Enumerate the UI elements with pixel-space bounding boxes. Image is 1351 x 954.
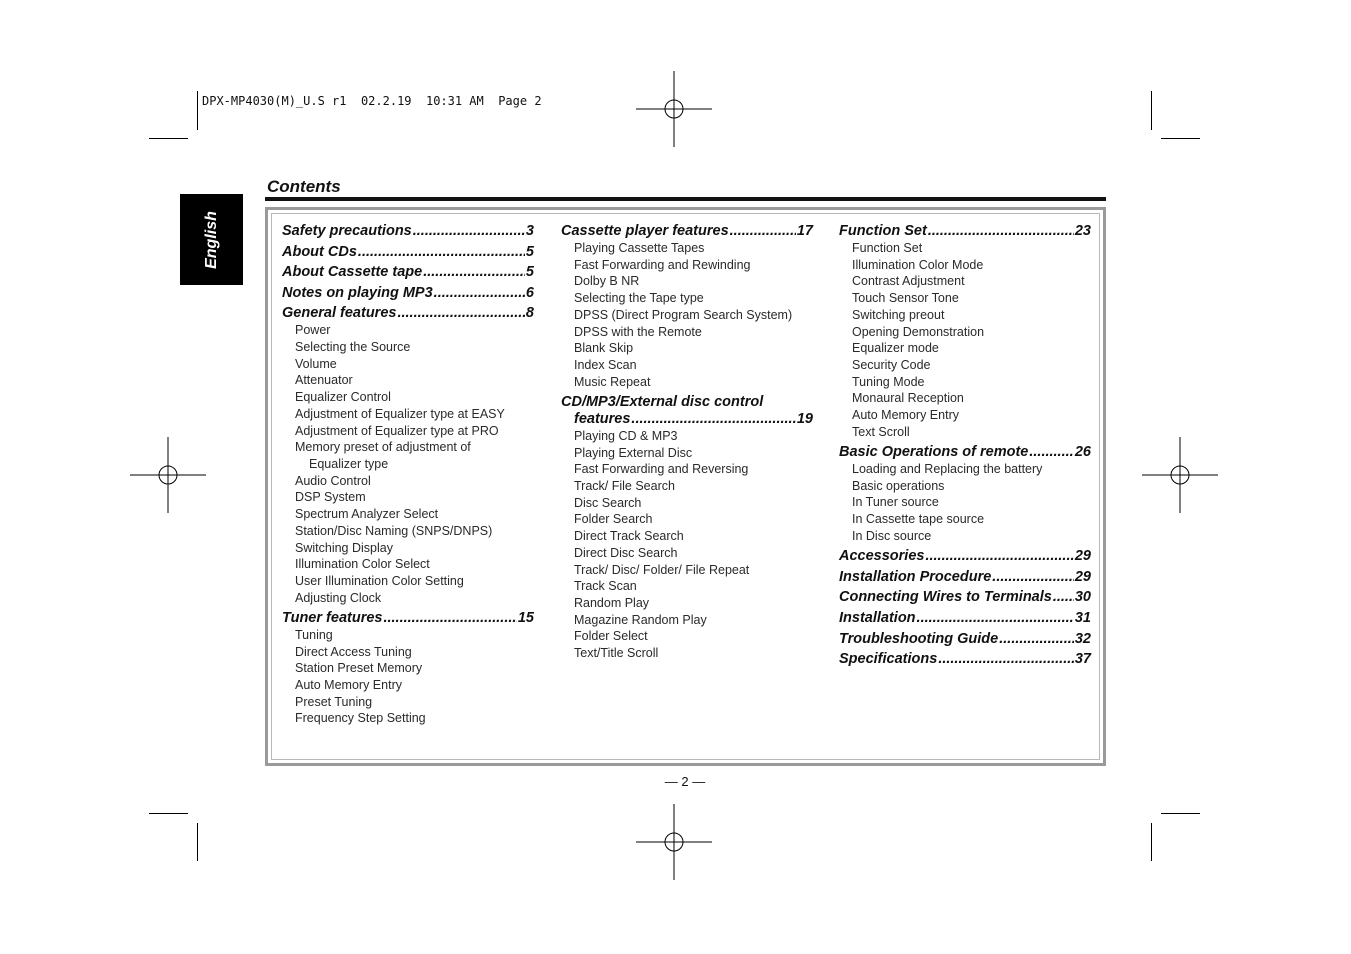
toc-subitem[interactable]: Memory preset of adjustment of Equalizer type <box>295 440 471 471</box>
toc-subitem[interactable]: Index Scan <box>574 357 637 372</box>
toc-entry-safety-precautions[interactable]: Safety precautions ..... 3 <box>282 223 534 240</box>
toc-subitem[interactable]: In Cassette tape source <box>852 512 985 527</box>
toc-subitem[interactable]: Monaural Reception <box>852 391 964 406</box>
toc-subitem[interactable]: DPSS with the Remote <box>574 324 702 339</box>
page-number: — 2 — <box>664 774 706 789</box>
toc-subitem[interactable]: Magazine Random Play <box>574 612 707 627</box>
toc-subitem[interactable]: Function Set <box>852 241 923 255</box>
toc-entry-general-features[interactable]: General features ..... 8 <box>282 305 534 322</box>
toc-entry-installation-procedure[interactable]: Installation Procedure ..... 29 <box>839 569 1091 586</box>
toc-subitem[interactable]: Auto Memory Entry <box>295 678 402 693</box>
toc-subitem[interactable]: Track Scan <box>574 579 637 594</box>
contents-column-2 <box>561 223 813 662</box>
toc-entry-notes-on-playing-mp3[interactable]: Notes on playing MP3 ..... 6 <box>282 285 534 302</box>
toc-entry-troubleshooting-guide[interactable]: Troubleshooting Guide ..... 32 <box>839 631 1091 648</box>
toc-subitem[interactable]: Direct Track Search <box>574 529 684 544</box>
registration-mark-top-icon <box>636 71 712 147</box>
toc-entry-function-set[interactable]: Function Set ..... 23 <box>839 223 1091 240</box>
toc-entry-installation[interactable]: Installation ..... 31 <box>839 610 1091 627</box>
toc-entry-about-cassette-tape[interactable]: About Cassette tape ..... 5 <box>282 264 534 281</box>
toc-subitem[interactable]: Playing Cassette Tapes <box>574 241 705 255</box>
toc-subitem[interactable]: Direct Disc Search <box>574 545 678 560</box>
toc-subitem[interactable]: Fast Forwarding and Reversing <box>574 462 749 477</box>
toc-subitem[interactable]: Music Repeat <box>574 374 651 389</box>
toc-subitem[interactable]: Text Scroll <box>852 424 910 439</box>
toc-subitem[interactable]: Illumination Color Select <box>295 557 430 572</box>
toc-subitem[interactable]: Auto Memory Entry <box>852 408 959 423</box>
toc-subitem[interactable]: Audio Control <box>295 473 371 488</box>
toc-subitem[interactable]: Folder Select <box>574 629 648 644</box>
registration-mark-left-icon <box>130 437 206 513</box>
toc-subitem[interactable]: Opening Demonstration <box>852 324 985 339</box>
toc-subitem[interactable]: Equalizer Control <box>295 390 391 405</box>
toc-entry-connecting-wires-to-terminals[interactable]: Connecting Wires to Terminals ..... 30 <box>839 589 1091 606</box>
contents-column-1 <box>282 223 534 727</box>
toc-subitem[interactable]: Selecting the Source <box>295 340 411 355</box>
toc-entry-basic-operations-of-remote[interactable]: Basic Operations of remote ..... 26 <box>839 444 1091 461</box>
toc-subitem[interactable]: Blank Skip <box>574 341 634 356</box>
toc-subitem[interactable]: Loading and Replacing the battery <box>852 462 1043 477</box>
language-tab <box>180 194 243 285</box>
toc-subitem[interactable]: Adjustment of Equalizer type at EASY <box>295 406 505 421</box>
toc-subitem[interactable]: Equalizer mode <box>852 341 939 356</box>
toc-entry-cd-mp3-external-disc-control-features[interactable]: CD/MP3/External disc control features ..... 19 <box>561 394 813 428</box>
toc-subitem[interactable]: Direct Access Tuning <box>295 644 412 659</box>
toc-subitem[interactable]: User Illumination Color Setting <box>295 573 464 588</box>
toc-subitem[interactable]: Volume <box>295 356 337 371</box>
registration-mark-bottom-icon <box>636 804 712 880</box>
toc-subitem[interactable]: Adjusting Clock <box>295 590 382 605</box>
toc-subitem[interactable]: Random Play <box>574 595 650 610</box>
toc-subitem[interactable]: Station/Disc Naming (SNPS/DNPS) <box>295 523 493 538</box>
toc-subitem[interactable]: DPSS (Direct Program Search System) <box>574 307 793 322</box>
contents-column-3 <box>839 223 1091 668</box>
registration-mark-right-icon <box>1142 437 1218 513</box>
toc-subitem[interactable]: Contrast Adjustment <box>852 274 965 289</box>
toc-entry-tuner-features[interactable]: Tuner features ..... 15 <box>282 610 534 627</box>
toc-entry-about-cds[interactable]: About CDs ..... 5 <box>282 244 534 261</box>
toc-entry-accessories[interactable]: Accessories ..... 29 <box>839 548 1091 565</box>
toc-subitem[interactable]: Playing CD & MP3 <box>574 428 678 443</box>
toc-entry-specifications[interactable]: Specifications ..... 37 <box>839 651 1091 668</box>
toc-subitem[interactable]: In Tuner source <box>852 495 939 510</box>
toc-subitem[interactable]: Security Code <box>852 357 931 372</box>
toc-subitem[interactable]: Touch Sensor Tone <box>852 291 959 306</box>
toc-subitem[interactable]: Power <box>295 323 331 338</box>
toc-subitem[interactable]: Disc Search <box>574 495 642 510</box>
toc-subitem[interactable]: In Disc source <box>852 528 932 543</box>
toc-subitem[interactable]: Switching preout <box>852 307 945 322</box>
toc-subitem[interactable]: Fast Forwarding and Rewinding <box>574 257 751 272</box>
toc-subitem[interactable]: Illumination Color Mode <box>852 257 984 272</box>
toc-subitem[interactable]: Adjustment of Equalizer type at PRO <box>295 423 499 438</box>
toc-subitem[interactable]: Spectrum Analyzer Select <box>295 507 439 522</box>
toc-subitem[interactable]: Track/ File Search <box>574 479 675 494</box>
toc-subitem[interactable]: Track/ Disc/ Folder/ File Repeat <box>574 562 750 577</box>
toc-subitem[interactable]: Folder Search <box>574 512 653 527</box>
toc-subitem[interactable]: DSP System <box>295 490 366 505</box>
toc-subitem[interactable]: Attenuator <box>295 373 353 388</box>
toc-subitem[interactable]: Station Preset Memory <box>295 661 423 676</box>
print-slug: DPX-MP4030(M)_U.S r1 02.2.19 10:31 AM Page 2 <box>202 94 542 108</box>
toc-subitem[interactable]: Text/Title Scroll <box>574 646 659 661</box>
toc-subitem[interactable]: Frequency Step Setting <box>295 711 426 726</box>
page-title: Contents <box>267 177 341 196</box>
language-tab-label: English <box>202 210 220 269</box>
toc-subitem[interactable]: Basic operations <box>852 478 945 493</box>
toc-subitem[interactable]: Playing External Disc <box>574 445 693 460</box>
toc-subitem[interactable]: Tuning <box>295 627 333 642</box>
title-rule <box>265 197 1106 201</box>
toc-subitem[interactable]: Dolby B NR <box>574 274 640 289</box>
toc-subitem[interactable]: Switching Display <box>295 540 393 555</box>
toc-subitem[interactable]: Preset Tuning <box>295 694 373 709</box>
toc-subitem[interactable]: Selecting the Tape type <box>574 291 704 306</box>
toc-subitem[interactable]: Tuning Mode <box>852 374 925 389</box>
toc-entry-cassette-player-features[interactable]: Cassette player features ..... 17 <box>561 223 813 240</box>
